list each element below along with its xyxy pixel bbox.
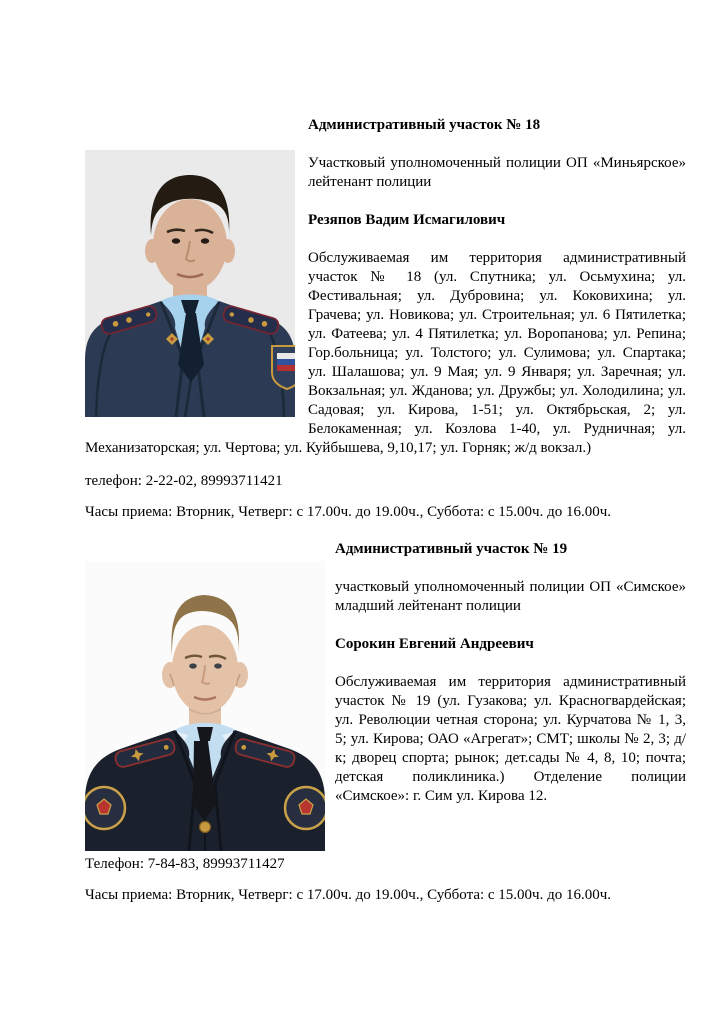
territory-text: Обслуживаемая им территория административный участок № 19 (ул. Гузакова; ул. Красногвардейская; ул. Революции четная сторона; ул. Курчатова № 1, 3, 5; ул. Кирова; ОАО «Агрегат»; СМТ; школы № 2, 3; д/к; дворец спорта; рынок; дет.сады № 4, 8, 10; почта; детская поликлиника.) Отделение полиции «Симское»: г. Сим ул. Кирова 12. (335, 674, 686, 804)
hours-line: Часы приема: Вторник, Четверг: с 17.00ч. до 19.00ч., Суббота: с 15.00ч. до 16.00ч. (85, 504, 612, 520)
officer-name: Резяпов Вадим Исмагилович (308, 212, 506, 228)
officer-position: Участковый уполномоченный полиции ОП «Миньярское» лейтенант полиции (308, 155, 686, 190)
sleeve-patch-flag (272, 346, 295, 389)
officer-name: Сорокин Евгений Андреевич (335, 636, 534, 652)
officer-portrait-19 (85, 561, 325, 851)
sleeve-patch-right (285, 787, 325, 829)
officer-position: участковый уполномоченный полиции ОП «Симское» младший лейтенант полиции (335, 579, 686, 614)
officer-photo-19 (85, 561, 325, 851)
officer-photo-18 (85, 150, 295, 417)
district-title: Административный участок № 19 (335, 541, 568, 557)
district-title: Административный участок № 18 (308, 117, 541, 133)
officer-portrait-18 (85, 150, 295, 417)
district-section-19 (85, 540, 686, 905)
district-section-18 (85, 116, 686, 522)
phone-line: телефон: 2-22-02, 89993711421 (85, 473, 283, 489)
hours-line: Часы приема: Вторник, Четверг: с 17.00ч. до 19.00ч., Суббота: с 15.00ч. до 16.00ч. (85, 887, 612, 903)
sleeve-patch-left (85, 787, 125, 829)
phone-line: Телефон: 7-84-83, 89993711427 (85, 856, 285, 872)
jacket-button (200, 822, 211, 833)
territory-text: Обслуживаемая им территория административный участок № 18 (ул. Спутника; ул. Осьмухина; ул. Фестивальная; ул. Дубровина; ул. Коковихина; ул. Грачева; ул. Новикова; ул. Строительная; ул. 6 Пятилетка; ул. Фатеева; ул. 4 Пятилетка; ул. Воропанова; ул. Репина; Гор.больница; ул. Толстого; ул. Сулимова; ул. Спартака; ул. Шалашова; ул. 9 Мая; ул. 9 Января; ул. Заречная; ул. Вокзальная; ул. Жданова; ул. Дружбы; ул. Холодилина; ул. Садовая; ул. Кирова, 1-51; ул. Октябрьская, 2; ул. Белокаменная; ул. Козлова 1-40, ул. Рудничная; ул. Механизаторская; ул. Чертова; ул. Куйбышева, 9,10,17; ул. Горняк; ж/д вокзал.) (85, 250, 686, 456)
